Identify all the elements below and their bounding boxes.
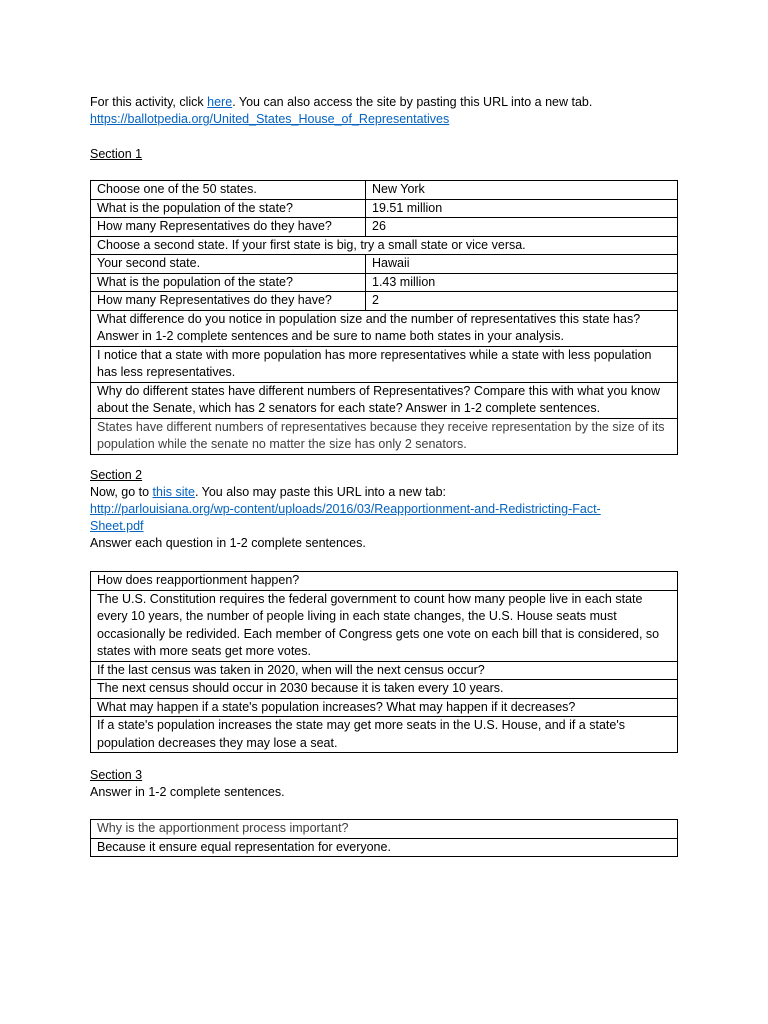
section2-table [90,571,678,753]
section2-intro [90,467,678,552]
table-row [91,698,678,717]
section3-answer1: Because it ensure equal representation for everyone. [91,838,678,857]
table-row [91,572,678,591]
state1-population-label: What is the population of the state? [91,199,366,218]
section2-table-wrap [90,571,678,753]
section3-intro [90,767,678,801]
here-link[interactable]: here [207,95,233,109]
table-row [91,199,678,218]
section1-table-wrap [90,180,678,455]
section2-question1: How does reapportionment happen? [91,572,678,591]
table-row [91,661,678,680]
state1-population-value: 19.51 million [366,199,678,218]
section2-question3: What may happen if a state's population increases? What may happen if it decreases? [91,698,678,717]
table-row [91,382,678,418]
table-row [91,181,678,200]
table-row [91,820,678,839]
table-row [91,310,678,346]
table-row [91,273,678,292]
table-row [91,680,678,699]
section2-answer3: If a state's population increases the state may get more seats in the U.S. House, and if a state's population decreases they may lose a seat. [91,717,678,753]
ballotpedia-url-link[interactable]: https://ballotpedia.org/United_States_House_of_Representatives [90,112,450,126]
intro-text-before: For this activity, click [90,95,208,109]
section1-question2: Why do different states have different numbers of Representatives? Compare this with what you know about the Senate, which has 2 senators for each state? Answer in 1-2 complete sentences. [91,382,678,418]
table-row [91,255,678,274]
intro-text-after: . You can also access the site by pasting this URL into a new tab. [232,95,593,109]
section2-instruction: Answer each question in 1-2 complete sentences. [90,536,366,550]
section1-answer1: I notice that a state with more population has more representatives while a state with less population has less representatives. [91,346,678,382]
state2-label: Your second state. [91,255,366,274]
table-row [91,717,678,753]
table-row [91,218,678,237]
parlouisiana-url-link[interactable] [90,502,601,533]
parlouisiana-url-line2: Sheet.pdf [90,519,144,533]
section3-title: Section 3 [90,768,143,782]
state1-reps-label: How many Representatives do they have? [91,218,366,237]
table-row [91,292,678,311]
state1-value: New York [366,181,678,200]
state2-population-value: 1.43 million [366,273,678,292]
state2-reps-label: How many Representatives do they have? [91,292,366,311]
section3-table-wrap [90,819,678,857]
section1-answer2: States have different numbers of representatives because they receive representation by the size of its population while the senate no matter the size has only 2 senators. [91,418,678,454]
table-row [91,838,678,857]
section2-text-after: . You also may paste this URL into a new tab: [194,485,447,499]
state2-population-label: What is the population of the state? [91,273,366,292]
this-site-link[interactable]: this site [152,485,195,499]
section3-table [90,819,678,857]
state2-reps-value: 2 [366,292,678,311]
section1-title: Section 1 [90,147,143,161]
section2-title: Section 2 [90,468,143,482]
section1-heading [90,146,678,163]
parlouisiana-url-line1: http://parlouisiana.org/wp-content/uploads/2016/03/Reapportionment-and-Redistricting-Fact- [90,502,601,516]
second-state-instruction: Choose a second state. If your first state is big, try a small state or vice versa. [91,236,678,255]
table-row [91,590,678,661]
section3-question1: Why is the apportionment process important? [91,820,678,839]
state2-value: Hawaii [366,255,678,274]
table-row [91,346,678,382]
section1-question1: What difference do you notice in population size and the number of representatives this state has? Answer in 1-2 complete sentences and be sure to name both states in your analysis. [91,310,678,346]
section1-table [90,180,678,455]
state1-label: Choose one of the 50 states. [91,181,366,200]
table-row [91,418,678,454]
section2-answer1: The U.S. Constitution requires the federal government to count how many people live in each state every 10 years, the number of people living in each state changes, the U.S. House seats must occasionally be redivided. Each member of Congress gets one vote on each bill that is considered, so states with more seats get more votes. [91,590,678,661]
section2-text-before: Now, go to [90,485,153,499]
intro-paragraph [90,94,678,128]
section3-instruction: Answer in 1-2 complete sentences. [90,785,285,799]
section2-question2: If the last census was taken in 2020, when will the next census occur? [91,661,678,680]
table-row [91,236,678,255]
section2-answer2: The next census should occur in 2030 because it is taken every 10 years. [91,680,678,699]
state1-reps-value: 26 [366,218,678,237]
